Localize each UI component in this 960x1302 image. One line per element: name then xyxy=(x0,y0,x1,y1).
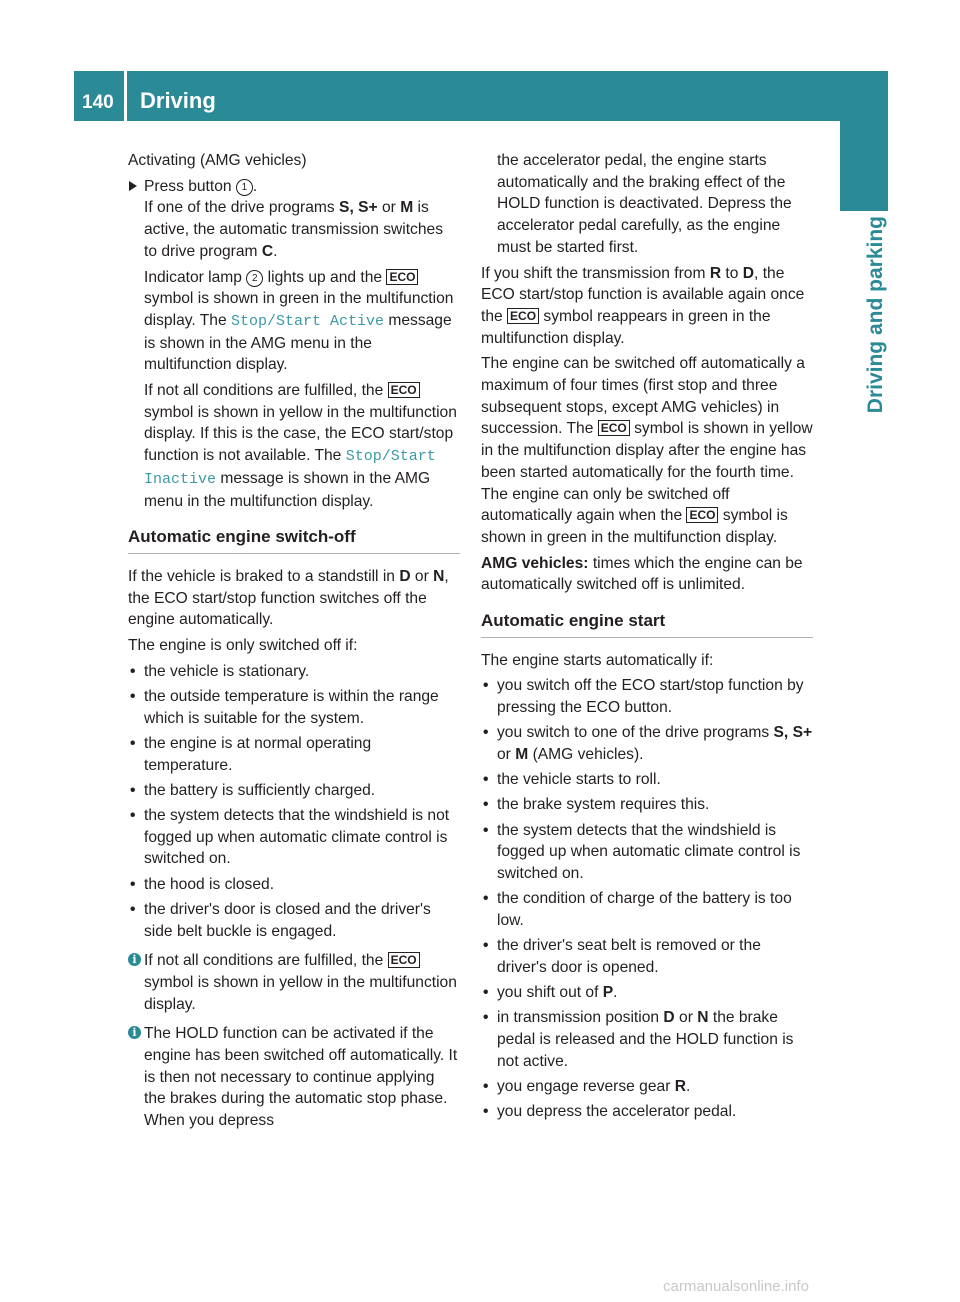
list-item: • the driver's door is closed and the driver's side belt buckle is engaged. xyxy=(130,900,431,940)
list-item: • the vehicle is stationary. xyxy=(130,662,310,680)
side-tab-label: Driving and parking xyxy=(864,216,887,414)
eco-symbol-icon: ECO xyxy=(686,507,718,523)
list-item: • you engage reverse gear R. xyxy=(483,1077,691,1095)
info-note: i The HOLD function can be activated if the engine has been switched off automatically. It is then not necessary to continue applying the brakes during the automatic stop phase. When you depress xyxy=(128,1023,460,1132)
page-number: 140 xyxy=(82,92,114,113)
switch-off-intro: The engine is only switched off if: xyxy=(128,637,358,655)
start-intro: The engine starts automatically if: xyxy=(481,651,714,669)
list-item: • the battery is sufficiently charged. xyxy=(130,781,376,799)
list-item: • the hood is closed. xyxy=(130,875,275,893)
info-icon: i xyxy=(128,1026,141,1039)
left-column xyxy=(128,150,460,1138)
shift-paragraph: If you shift the transmission from R to D, the ECO start/stop function is available again once the ECO symbol reappears in green in the multifunction display. xyxy=(481,264,805,347)
list-item: • the engine is at normal operating temperature. xyxy=(130,734,372,774)
info-note: i If not all conditions are fulfilled, the ECO symbol is shown in yellow in the multifunction display. xyxy=(128,950,460,1015)
list-item: • the system detects that the windshield is fogged up when automatic climate control is switched on. xyxy=(483,821,801,883)
list-item: • you switch off the ECO start/stop function by pressing the ECO button. xyxy=(483,677,804,717)
indicator-paragraph: Indicator lamp 2 lights up and the ECO symbol is shown in green in the multifunction display. The Stop/Start Active message is shown in the AMG menu in the multifunction display. xyxy=(144,268,454,374)
right-column xyxy=(481,150,813,1126)
instruction-step: Press button 1 . If one of the drive programs S, S+ or M is active, the automatic transmission switches to drive program C. xyxy=(128,176,460,263)
list-item: • the system detects that the windshield is not fogged up when automatic climate control is switched on. xyxy=(130,806,450,868)
heading-engine-start: Automatic engine start xyxy=(481,610,813,638)
display-message: Stop/Start Inactive xyxy=(144,448,436,488)
list-item: • the condition of charge of the battery is too low. xyxy=(483,890,792,929)
callout-number: 2 xyxy=(246,270,263,287)
info-icon: i xyxy=(128,953,141,966)
max-stops-paragraph: The engine can be switched off automatically a maximum of four times (first stop and three subsequent stops, except AMG vehicles) in succession. The ECO symbol is shown in yellow in the multifunction display after the engine has been started automatically for the fourth time. The engine can only be switched off automatically again when the ECO symbol is shown in green in the multifunction display. xyxy=(481,355,813,546)
conditions-paragraph: If not all conditions are fulfilled, the ECO symbol is shown in yellow in the multifunction display. If this is the case, the ECO start/stop function is not available. The Stop/Start Inactive message is shown in the AMG menu in the multifunction display. xyxy=(144,382,457,510)
amg-paragraph: AMG vehicles: times which the engine can be automatically switched off is unlimited. xyxy=(481,554,803,594)
display-message: Stop/Start Active xyxy=(230,312,385,330)
eco-symbol-icon: ECO xyxy=(598,420,630,436)
eco-symbol-icon: ECO xyxy=(388,952,420,968)
header-separator xyxy=(124,71,127,121)
list-item: • the driver's seat belt is removed or the driver's door is opened. xyxy=(483,937,761,976)
list-item: • you shift out of P. xyxy=(483,984,618,1002)
eco-symbol-icon: ECO xyxy=(386,269,418,285)
list-item: • the outside temperature is within the range which is suitable for the system. xyxy=(130,687,439,727)
list-item: • you depress the accelerator pedal. xyxy=(483,1103,737,1121)
side-tab xyxy=(840,121,888,211)
switch-off-paragraph: If the vehicle is braked to a standstill in D or N, the ECO start/stop function switches off the engine automatically. xyxy=(128,567,449,629)
list-item: • the brake system requires this. xyxy=(483,796,710,814)
eco-symbol-icon: ECO xyxy=(507,308,539,324)
eco-symbol-icon: ECO xyxy=(388,382,420,398)
section-title: Driving xyxy=(140,88,216,113)
activating-title: Activating (AMG vehicles) xyxy=(128,152,307,169)
list-item: • the vehicle starts to roll. xyxy=(483,771,661,789)
heading-switch-off: Automatic engine switch-off xyxy=(128,526,460,554)
list-item: • you switch to one of the drive programs S, S+ or M (AMG vehicles). xyxy=(483,724,813,764)
list-item: • in transmission position D or N the brake pedal is released and the HOLD function is not active. xyxy=(483,1009,794,1070)
callout-number: 1 xyxy=(236,179,253,196)
watermark: carmanualsonline.info xyxy=(663,1278,809,1295)
note-continuation: the accelerator pedal, the engine starts automatically and the braking effect of the HOLD function is deactivated. Depress the accelerator pedal carefully, as the engine must be started first. xyxy=(497,152,792,256)
step-arrow-icon xyxy=(129,181,137,191)
